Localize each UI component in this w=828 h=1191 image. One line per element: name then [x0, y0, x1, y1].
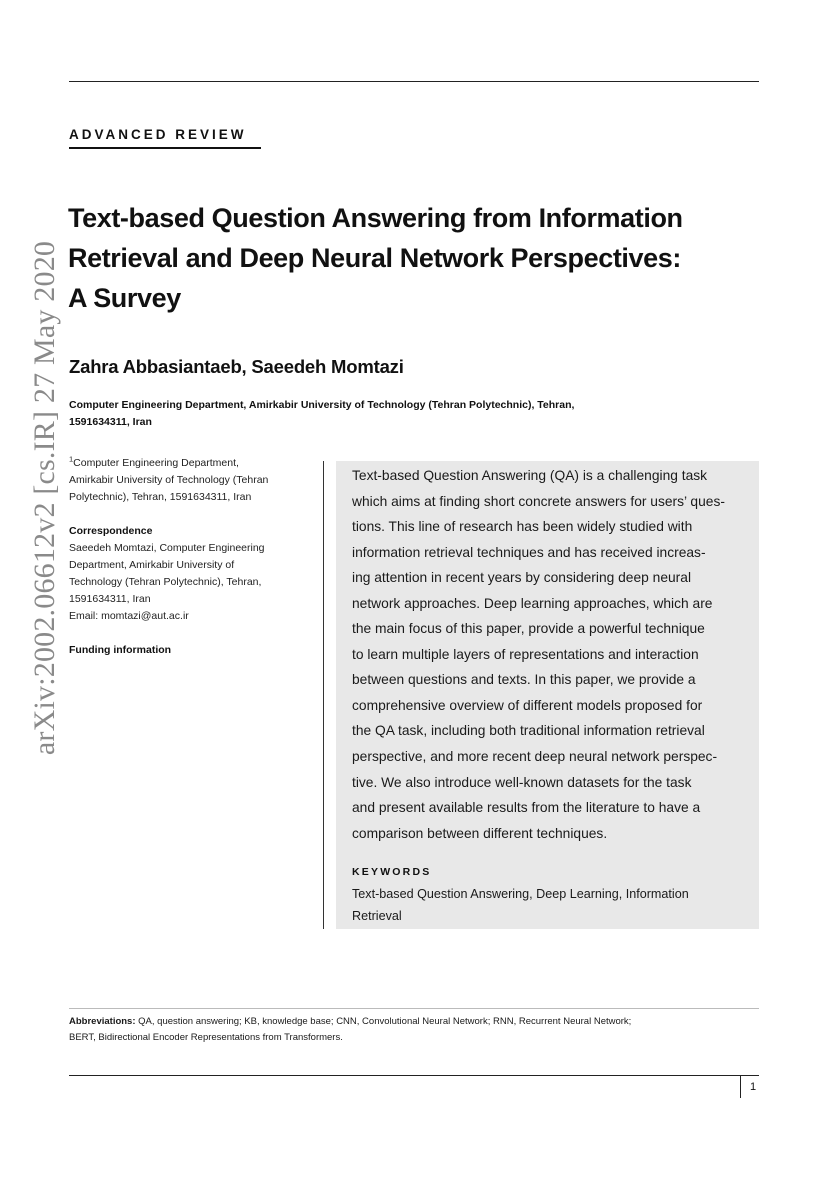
correspondence-line: 1591634311, Iran	[69, 593, 151, 605]
abstract-text	[352, 463, 747, 846]
keywords-list	[352, 883, 747, 927]
title-line: A Survey	[68, 283, 181, 313]
abstract-line: comparison between different techniques.	[352, 825, 608, 841]
abstract-line: the QA task, including both traditional information retrieval	[352, 723, 705, 739]
affiliation-line: Computer Engineering Department, Amirkabir University of Technology (Tehran Polytechnic), Tehran,	[69, 399, 575, 411]
abstract-line: between questions and texts. In this paper, we provide a	[352, 672, 696, 688]
abstract-line: tive. We also introduce well-known datasets for the task	[352, 774, 692, 790]
abstract-line: comprehensive overview of different models proposed for	[352, 697, 703, 713]
affiliation-text: Computer Engineering Department,	[73, 457, 239, 469]
section-label-underline	[69, 147, 261, 149]
arxiv-identifier-stamp: arXiv:2002.06612v2 [cs.IR] 27 May 2020	[28, 240, 61, 756]
affiliation-line: 1591634311, Iran	[69, 416, 152, 428]
abstract-line: network approaches. Deep learning approaches, which are	[352, 595, 713, 611]
title-line: Text-based Question Answering from Information	[68, 203, 683, 233]
correspondence-email: Email: momtazi@aut.ac.ir	[69, 610, 189, 622]
abbreviations-footnote	[69, 1014, 759, 1046]
correspondence-heading: Correspondence	[69, 525, 153, 537]
correspondence-line: Department, Amirkabir University of	[69, 559, 235, 571]
abbreviations-label: Abbreviations:	[69, 1016, 136, 1027]
funding-block	[69, 642, 309, 659]
abstract-line: perspective, and more recent deep neural network perspec-	[352, 749, 718, 765]
abstract-line: to learn multiple layers of representations and interaction	[352, 646, 699, 662]
abstract-line: and present available results from the literature to have a	[352, 800, 701, 816]
correspondence-block	[69, 523, 309, 625]
page-number-separator	[740, 1076, 741, 1098]
funding-heading: Funding information	[69, 644, 172, 656]
sidebar-affiliation-line	[69, 455, 309, 472]
author-affiliation	[69, 397, 669, 431]
sidebar-affiliation-line: Amirkabir University of Technology (Tehran	[69, 474, 269, 486]
abstract-line: Text-based Question Answering (QA) is a challenging task	[352, 468, 708, 483]
abbreviations-text: QA, question answering; KB, knowledge base; CNN, Convolutional Neural Network; RNN, Recurrent Neural Network;	[135, 1016, 632, 1027]
title-line: Retrieval and Deep Neural Network Perspectives:	[68, 243, 681, 273]
keywords-line: Retrieval	[352, 909, 402, 923]
page-number: 1	[750, 1081, 757, 1093]
correspondence-line: Technology (Tehran Polytechnic), Tehran,	[69, 576, 262, 588]
author-list: Zahra Abbasiantaeb, Saeedeh Momtazi	[69, 356, 404, 377]
abstract-line: which aims at finding short concrete answers for users’ ques-	[352, 493, 725, 509]
footnote-rule	[69, 1008, 759, 1009]
footer-rule	[69, 1075, 759, 1076]
abstract-line: the main focus of this paper, provide a powerful technique	[352, 621, 705, 637]
top-rule	[69, 81, 759, 82]
abbreviations-line	[69, 1014, 759, 1030]
keywords-heading: KEYWORDS	[352, 866, 432, 878]
paper-title	[68, 198, 768, 318]
abstract-line: information retrieval techniques and has received increas-	[352, 544, 706, 560]
abbreviations-line: BERT, Bidirectional Encoder Representations from Transformers.	[69, 1032, 343, 1043]
section-label: ADVANCED REVIEW	[69, 127, 247, 142]
sidebar-affiliation-line: Polytechnic), Tehran, 1591634311, Iran	[69, 491, 252, 503]
keywords-line: Text-based Question Answering, Deep Learning, Information	[352, 887, 689, 901]
abstract-line: tions. This line of research has been widely studied with	[352, 519, 693, 535]
abstract-divider	[323, 461, 324, 929]
correspondence-line: Saeedeh Momtazi, Computer Engineering	[69, 542, 265, 554]
affiliation-marker: 1	[69, 454, 74, 464]
sidebar-affiliation	[69, 455, 309, 506]
abstract-line: ing attention in recent years by considering deep neural	[352, 570, 692, 586]
